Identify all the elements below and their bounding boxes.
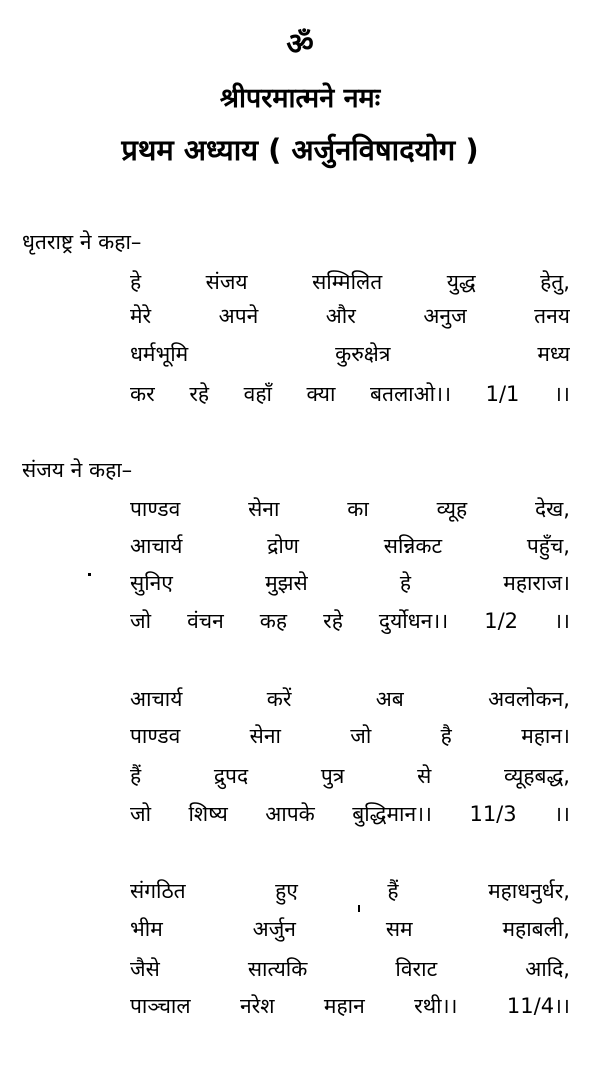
verse-line: कर रहे वहाँ क्या बतलाओ।। 1/1 ।। bbox=[130, 382, 570, 406]
verse-line: पाञ्चाल नरेश महान रथी।। 11/4।। bbox=[130, 994, 570, 1018]
scan-speck bbox=[88, 573, 91, 576]
om-symbol: ॐ bbox=[286, 27, 314, 62]
invocation-heading: श्रीपरमात्मने नमः bbox=[219, 83, 381, 114]
verse-line: पाण्डव सेना का व्यूह देख, bbox=[130, 497, 570, 521]
verse-line: जो शिष्य आपके बुद्धिमान।। 11/3 ।। bbox=[130, 802, 570, 826]
verse-line: जो वंचन कह रहे दुर्योधन।। 1/2 ।। bbox=[130, 609, 570, 633]
verse-line: जैसे सात्यकि विराट आदि, bbox=[130, 957, 570, 981]
verse-line: आचार्य करें अब अवलोकन, bbox=[130, 687, 570, 711]
scan-speck bbox=[358, 905, 360, 912]
verse-line: सुनिए मुझसे हे महाराज। bbox=[130, 571, 570, 595]
speaker-label: संजय ने कहा– bbox=[22, 458, 133, 482]
verse-line: पाण्डव सेना जो है महान। bbox=[130, 724, 570, 748]
verse-line: हैं द्रुपद पुत्र से व्यूहबद्ध, bbox=[130, 764, 570, 788]
verse-line: संगठित हुए हैं महाधनुर्धर, bbox=[130, 879, 570, 903]
chapter-title: प्रथम अध्याय ( अर्जुनविषादयोग ) bbox=[121, 133, 479, 167]
verse-line: मेरे अपने और अनुज तनय bbox=[130, 304, 570, 328]
speaker-label: धृतराष्ट्र ने कहा– bbox=[22, 230, 142, 254]
verse-line: आचार्य द्रोण सन्निकट पहुँच, bbox=[130, 534, 570, 558]
verse-line: हे संजय सम्मिलित युद्ध हेतु, bbox=[130, 270, 570, 294]
verse-line: धर्मभूमि कुरुक्षेत्र मध्य bbox=[130, 342, 570, 366]
verse-line: भीम अर्जुन सम महाबली, bbox=[130, 917, 570, 941]
